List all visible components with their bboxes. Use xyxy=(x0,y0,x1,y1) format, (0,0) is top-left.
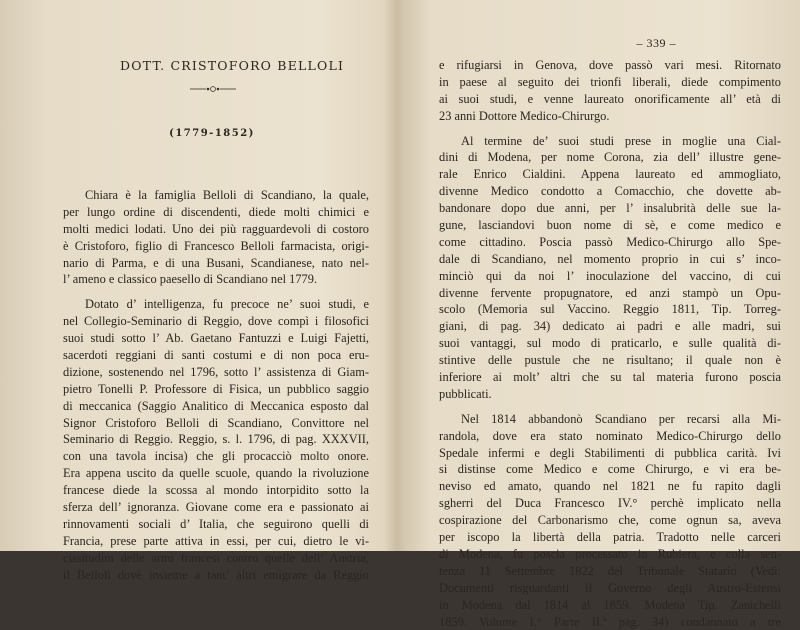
text-line: Signor Cristoforo Belloli di Scandiano, Convittore nel xyxy=(63,415,369,432)
text-line: bandonare dopo due anni, per l’ insalubrità delle sue la- xyxy=(439,200,781,217)
text-line: Documenti risguardanti il Governo degli Austro-Estensi xyxy=(439,580,781,597)
text-line: inferiore ai molt’ altri che su tal materia furono poscia xyxy=(439,369,781,386)
text-line: è Cristoforo, figlio di Francesco Belloli farmacista, origi- xyxy=(63,238,369,255)
paragraph-gap xyxy=(439,125,781,133)
text-line: con una tavola incisa) che gli procacciò molto onore. xyxy=(63,448,369,465)
text-line: Era appena uscito da quelle scuole, quando la rivoluzione xyxy=(63,465,369,482)
life-dates: (1779-1852) xyxy=(162,128,262,139)
text-line: suoi vantaggi, sul modo di praticarlo, e sulle qualità di- xyxy=(439,335,781,352)
ornament-icon xyxy=(188,84,238,94)
text-line: dini di Modena, per nome Corona, zia dell’ illustre gene- xyxy=(439,149,781,166)
text-line: sgherri del Duca Francesco IV.° perchè implicato nella xyxy=(439,495,781,512)
text-line: divenne fervente propugnatore, ed anzi stampò un Opu- xyxy=(439,285,781,302)
text-line: molti medici lodati. Uno dei più ragguardevoli di costoro xyxy=(63,221,369,238)
text-line: rale Enrico Cialdini. Appena laureato ed ammogliato, xyxy=(439,166,781,183)
text-line: il Belloli dovè insieme a tant’ altri emigrare da Reggio xyxy=(63,567,369,584)
left-page xyxy=(0,0,393,551)
paragraph-gap xyxy=(439,403,781,411)
text-line: 23 anni Dottore Medico-Chirurgo. xyxy=(439,108,781,125)
text-line: Dotato d’ intelligenza, fu precoce ne’ suoi studi, e xyxy=(63,296,369,313)
text-line: minciò qui da noi l’ inoculazione del vaccino, di cui xyxy=(439,268,781,285)
text-line: Chiara è la famiglia Belloli di Scandiano, la quale, xyxy=(63,187,369,204)
text-line: Nel 1814 abbandonò Scandiano per recarsi alla Mi- xyxy=(439,411,781,428)
text-line: in Modena dal 1814 al 1859. Modena Tip. Zanichelli xyxy=(439,597,781,614)
text-line: pietro Tonelli P. Professore di Fisica, un pubblico saggio xyxy=(63,381,369,398)
text-line: gune, lasciandovi buon nome di sè, e come medico e xyxy=(439,217,781,234)
text-line: dale di Scandiano, nel momento proprio in cui s’ inco- xyxy=(439,251,781,268)
text-line: Spedale infermi e degli Stabilimenti di pubblica carità. Ivi xyxy=(439,445,781,462)
text-line: giani, di pag. 34) dedicato ai padri e alle madri, sui xyxy=(439,318,781,335)
text-line: pubblicati. xyxy=(439,386,781,403)
text-line: ai suoi studi, e venne laureato onorificamente all’ età di xyxy=(439,91,781,108)
text-line: l’ ameno e classico paesello di Scandiano nel 1779. xyxy=(63,271,369,288)
text-line: per iscopo la libertà della patria. Tradotto nelle carceri xyxy=(439,529,781,546)
paragraph-gap xyxy=(63,288,369,296)
biography-title: DOTT. CRISTOFORO BELLOLI xyxy=(120,58,305,73)
page-number: – 339 – xyxy=(637,36,677,51)
text-line: e rifugiarsi in Genova, dove passò vari mesi. Ritornato xyxy=(439,57,781,74)
text-line: neviso ed amato, quando nel 1821 ne fu rapito dagli xyxy=(439,478,781,495)
text-line: francese diede la scossa al mondo intorpidito sotto la xyxy=(63,482,369,499)
text-line: dizione, sostenendo nel 1796, sotto l’ assistenza di Giam- xyxy=(63,364,369,381)
text-line: nel Collegio-Seminario di Reggio, dove compì i filosofici xyxy=(63,313,369,330)
text-line: stintive delle pustule che ne risultano; il quale non è xyxy=(439,352,781,369)
text-line: scolo (Memoria sul Vaccino. Reggio 1811, Tip. Torreg- xyxy=(439,301,781,318)
right-page xyxy=(405,0,800,551)
text-line: randola, dove era stato nominato Medico-Chirurgo dello xyxy=(439,428,781,445)
text-line: tenza 11 Settembre 1822 del Tribunale Statario (Vedi: xyxy=(439,563,781,580)
text-line: di meccanica (Saggio Analitico di Meccanica esposto dal xyxy=(63,398,369,415)
text-line: per lungo ordine di discendenti, diede molti chimici e xyxy=(63,204,369,221)
text-line: sacerdoti reggiani di santi costumi e di non poca eru- xyxy=(63,347,369,364)
text-line: cospirazione del Carbonarismo che, come ognun sa, aveva xyxy=(439,512,781,529)
right-body-text xyxy=(439,57,781,630)
text-line: 1859. Volume I.° Parte II.ª pag. 34) condannato a tre xyxy=(439,614,781,630)
text-line: in paese al seguito dei trionfi liberali, diede compimento xyxy=(439,74,781,91)
text-line: Al termine de’ suoi studi prese in moglie una Cial- xyxy=(439,133,781,150)
text-line: Francia, prese parte attiva in essi, per cui, dietro le vi- xyxy=(63,533,369,550)
text-line: cissitudini delle armi francesi contro quelle dell’ Austria, xyxy=(63,550,369,567)
text-line: di Modena, fu poscia processato in Rubiera, e colla sen- xyxy=(439,546,781,563)
left-body-text xyxy=(63,187,369,583)
text-line: divenne Medico condotto a Comacchio, che dovette ab- xyxy=(439,183,781,200)
text-line: rinnovamenti sociali d’ Italia, che seguirono quelli di xyxy=(63,516,369,533)
text-line: come cittadino. Poscia passò Medico-Chirurgo allo Spe- xyxy=(439,234,781,251)
text-line: Seminario di Reggio. Reggio, s. l. 1796, di pag. XXXVII, xyxy=(63,431,369,448)
text-line: si distinse come Medico e come Chirurgo, e vi era be- xyxy=(439,461,781,478)
text-line: suoi studi sotto l’ Ab. Gaetano Fantuzzi e Luigi Fajetti, xyxy=(63,330,369,347)
text-line: sferza dell’ ignoranza. Giovane come era e passionato ai xyxy=(63,499,369,516)
text-line: nario di Parma, e di una Busani, Scandianese, nato nel- xyxy=(63,255,369,272)
